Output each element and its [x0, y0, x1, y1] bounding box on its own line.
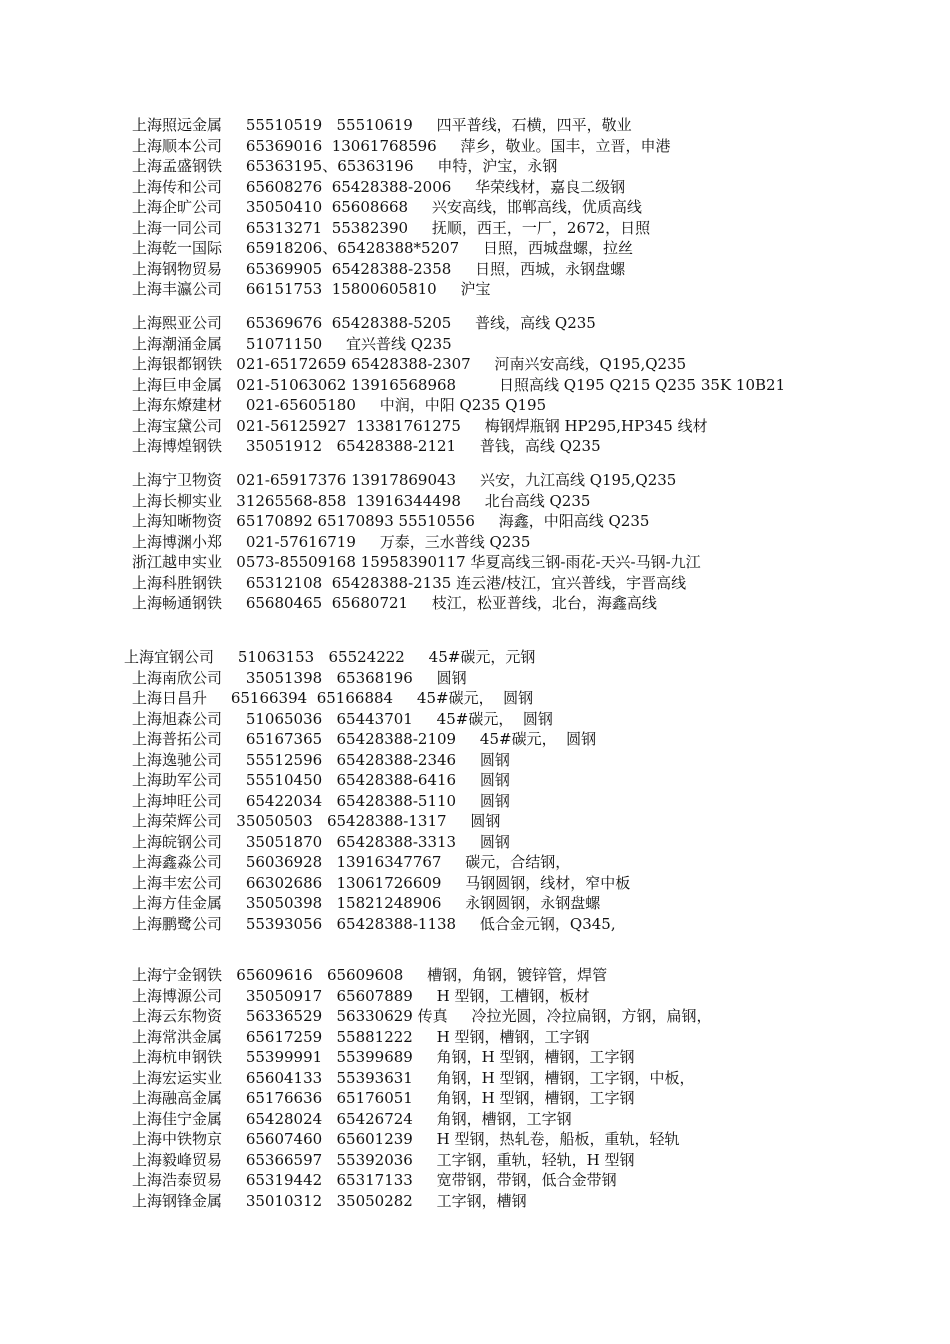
- supplier-line: 上海照远金属 55510519 55510619 四平普线，石横，四平，敬业: [132, 116, 632, 134]
- supplier-line: 上海荣辉公司 35050503 65428388-1317 圆钢: [132, 812, 501, 830]
- supplier-line: 上海鑫淼公司 56036928 13916347767 碳元，合结钢，: [132, 853, 571, 871]
- supplier-group-3: [0, 470, 940, 614]
- supplier-line: 上海钢物贸易 65369905 65428388-2358 日照，西城，永钢盘螺: [132, 259, 626, 278]
- supplier-line: 上海普拓公司 65167365 65428388-2109 45#碳元， 圆钢: [132, 730, 597, 748]
- supplier-line: 上海博煌钢铁 35051912 65428388-2121 普钱，高线 Q235: [132, 437, 601, 455]
- supplier-line: 上海巨申金属 021-51063062 13916568968 日照高线 Q195 Q215 Q235 35K 10B21: [132, 375, 786, 394]
- supplier-line: 上海潮涌金属 51071150 宜兴普线 Q235: [132, 334, 452, 353]
- supplier-line: 上海浩泰贸易 65319442 65317133 宽带钢，带钢，低合金带钢: [132, 1171, 617, 1189]
- supplier-line: 上海熙亚公司 65369676 65428388-5205 普线，高线 Q235: [132, 314, 596, 332]
- supplier-line: 上海杭申钢铁 55399991 55399689 角钢，H 型钢，槽钢，工字钢: [132, 1048, 635, 1066]
- supplier-line: 上海中铁物京 65607460 65601239 H 型钢，热轧卷，船板，重轨，轻轨: [132, 1130, 680, 1148]
- supplier-line: 上海乾一国际 65918206、65428388*5207 日照，西城盘螺，拉丝: [132, 239, 634, 257]
- supplier-line: 上海顺本公司 65369016 13061768596 萍乡，敬业。国丰，立晋，申港: [132, 136, 671, 155]
- supplier-line: 上海科胜钢铁 65312108 65428388-2135 连云港/枝江，宜兴普线，宇晋高线: [132, 573, 687, 592]
- supplier-line: 上海东燎建材 021-65605180 中润，中阳 Q235 Q195: [132, 396, 547, 414]
- supplier-group-5: [0, 965, 940, 1211]
- supplier-line: 上海畅通钢铁 65680465 65680721 枝江，松亚普线，北台，海鑫高线: [132, 594, 657, 612]
- supplier-group-1: [0, 115, 940, 300]
- supplier-group-4: [0, 647, 940, 934]
- supplier-line: 上海博渊小郑 021-57616719 万泰，三水普线 Q235: [132, 532, 531, 551]
- supplier-line: 上海方佳金属 35050398 15821248906 永钢圆钢，永钢盘螺: [132, 894, 601, 912]
- supplier-line: 上海博源公司 35050917 65607889 H 型钢，工槽钢，板材: [132, 986, 590, 1005]
- supplier-line: 上海长柳实业 31265568-858 13916344498 北台高线 Q235: [132, 491, 591, 510]
- supplier-line: 上海南欣公司 35051398 65368196 圆钢: [132, 668, 467, 687]
- supplier-line: 上海坤旺公司 65422034 65428388-5110 圆钢: [132, 791, 510, 810]
- supplier-line: 上海宜钢公司 51063153 65524222 45#碳元，元钢: [124, 648, 536, 666]
- supplier-line: 上海丰瀛公司 66151753 15800605810 沪宝: [132, 280, 491, 298]
- supplier-line: 上海皖钢公司 35051870 65428388-3313 圆钢: [132, 832, 510, 851]
- supplier-line: 上海一同公司 65313271 55382390 抚顺，西王，一厂，2672，日照: [132, 218, 651, 237]
- supplier-line: 上海逸驰公司 55512596 65428388-2346 圆钢: [132, 750, 510, 769]
- supplier-line: 上海丰宏公司 66302686 13061726609 马钢圆钢，线材，窄中板: [132, 873, 631, 892]
- supplier-line: 上海企旷公司 35050410 65608668 兴安高线，邯郸高线，优质高线: [132, 198, 642, 216]
- supplier-line: 上海旭森公司 51065036 65443701 45#碳元， 圆钢: [132, 709, 553, 728]
- supplier-line: 上海传和公司 65608276 65428388-2006 华荣线材，嘉良二级钢: [132, 177, 626, 196]
- supplier-line: 上海云东物资 56336529 56330629 传真 冷拉光圆，冷拉扁钢，方钢，扁钢，: [132, 1007, 712, 1025]
- supplier-line: 上海日昌升 65166394 65166884 45#碳元， 圆钢: [132, 689, 534, 707]
- supplier-line: 上海宝黛公司 021-56125927 13381761275 梅钢焊瓶钢 HP295,HP345 线材: [132, 416, 708, 435]
- supplier-line: 上海鹏鹭公司 55393056 65428388-1138 低合金元钢，Q345,: [132, 914, 616, 933]
- supplier-line: 上海钢锋金属 35010312 35050282 工字钢，槽钢: [132, 1191, 527, 1210]
- supplier-line: 上海孟盛钢铁 65363195、65363196 申特，沪宝，永钢: [132, 157, 558, 175]
- supplier-line: 浙江越申实业 0573-85509168 15958390117 华夏高线三钢-雨花-天兴-马钢-九江: [132, 553, 701, 571]
- supplier-group-2: [0, 313, 940, 457]
- supplier-line: 上海宏运实业 65604133 55393631 角钢，H 型钢，槽钢，工字钢，中板，: [132, 1068, 695, 1087]
- supplier-line: 上海知晰物资 65170892 65170893 55510556 海鑫，中阳高线 Q235: [132, 512, 650, 530]
- supplier-line: 上海宁卫物资 021-65917376 13917869043 兴安，九江高线 Q195,Q235: [132, 471, 677, 489]
- supplier-line: 上海常洪金属 65617259 55881222 H 型钢，槽钢，工字钢: [132, 1027, 590, 1046]
- supplier-line: 上海毅峰贸易 65366597 55392036 工字钢，重轨，轻轨，H 型钢: [132, 1150, 635, 1169]
- supplier-line: 上海宁金钢铁 65609616 65609608 槽钢，角钢，镀锌管，焊管: [132, 966, 608, 984]
- supplier-line: 上海助军公司 55510450 65428388-6416 圆钢: [132, 771, 510, 789]
- supplier-line: 上海佳宁金属 65428024 65426724 角钢，槽钢，工字钢: [132, 1109, 572, 1128]
- supplier-line: 上海融高金属 65176636 65176051 角钢，H 型钢，槽钢，工字钢: [132, 1089, 635, 1107]
- supplier-line: 上海银都钢铁 021-65172659 65428388-2307 河南兴安高线，Q195,Q235: [132, 355, 687, 373]
